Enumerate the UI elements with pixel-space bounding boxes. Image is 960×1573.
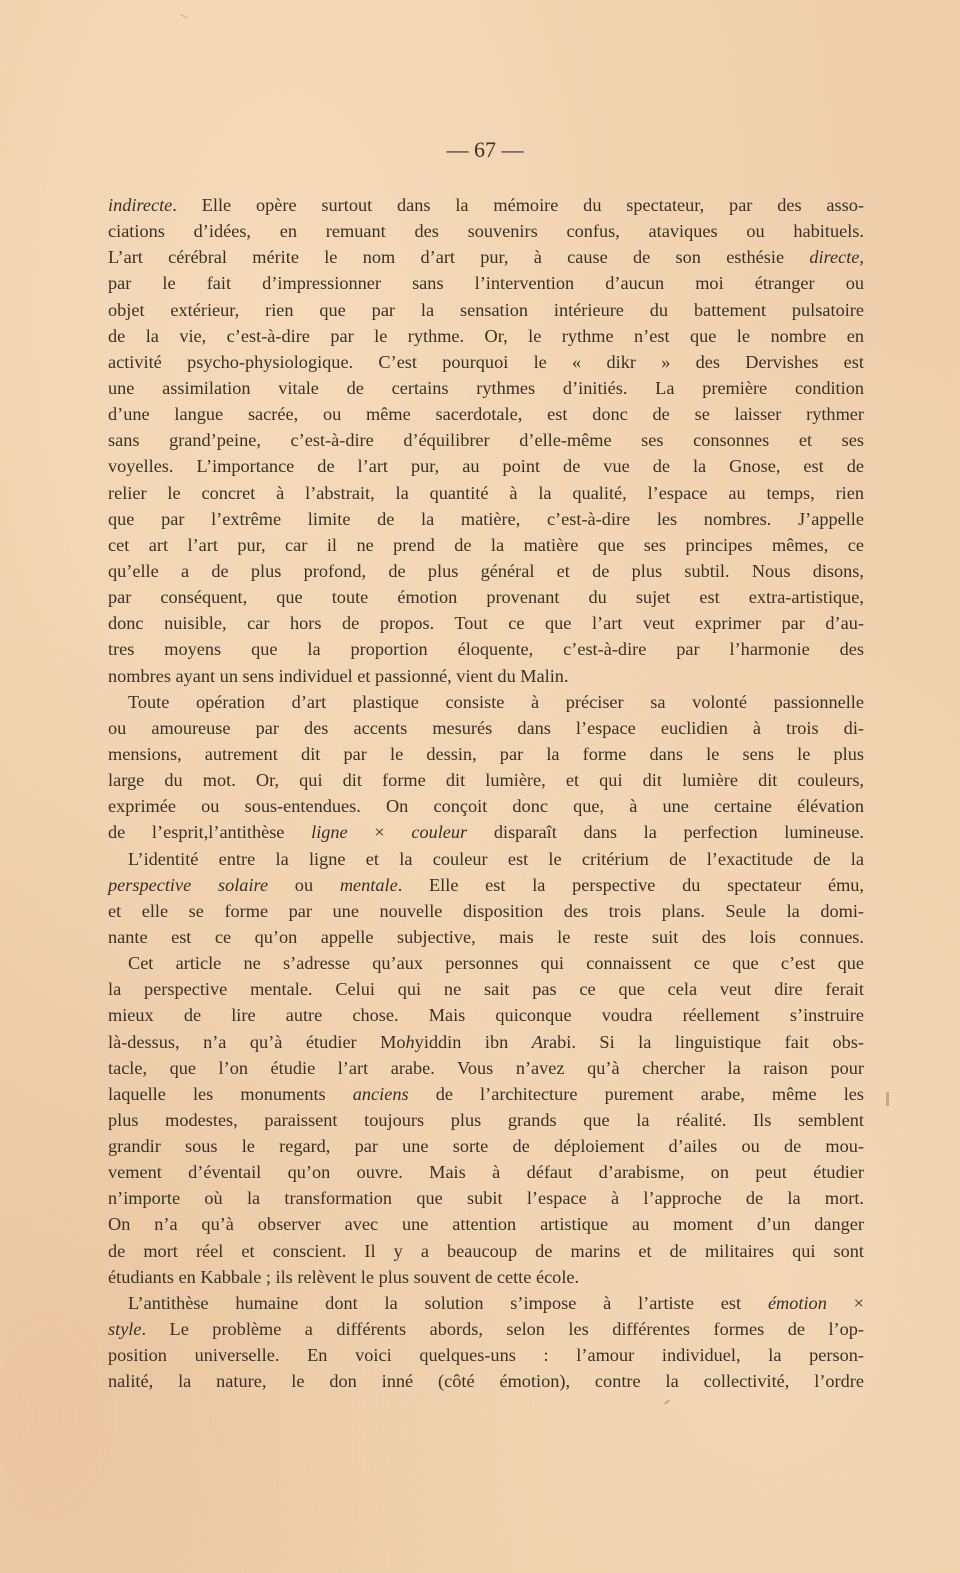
italic-text: A xyxy=(531,1031,543,1052)
text-line xyxy=(108,636,864,662)
text-run: de l’architecture purement arabe, même les xyxy=(408,1083,864,1104)
text-run: nombres ayant un sens individuel et passionné, vient du Malin. xyxy=(108,665,569,686)
text-line xyxy=(108,349,864,375)
text-run: de la vie, c’est-à-dire par le rythme. Or, le rythme n’est que le nombre en xyxy=(108,325,864,346)
text-line xyxy=(108,1368,864,1394)
italic-text: h xyxy=(405,1031,415,1052)
text-line xyxy=(108,297,864,323)
text-run: yiddin ibn xyxy=(414,1031,532,1052)
text-line xyxy=(108,741,864,767)
text-line xyxy=(108,1029,864,1055)
text-run: sans grand’peine, c’est-à-dire d’équilibrer d’elle-même ses consonnes et ses xyxy=(108,430,864,451)
text-line xyxy=(108,480,864,506)
text-run: vement d’éventail qu’on ouvre. Mais à défaut d’arabisme, on peut étudier xyxy=(108,1162,864,1183)
body-text xyxy=(108,192,864,1394)
text-line xyxy=(108,1185,864,1211)
text-run: Toute opération d’art plastique consiste à préciser sa volonté passionnelle xyxy=(128,691,864,712)
text-run: nalité, la nature, le don inné (côté émotion), contre la collectivité, l’ordre xyxy=(108,1371,864,1392)
text-line xyxy=(108,1081,864,1107)
text-run: une assimilation vitale de certains rythmes d’initiés. La première condition xyxy=(108,377,864,398)
text-run: L’antithèse humaine dont la solution s’impose à l’artiste est xyxy=(128,1292,768,1313)
text-line xyxy=(108,427,864,453)
text-run: donc nuisible, car hors de propos. Tout ce que l’art veut exprimer par d’au- xyxy=(108,613,864,634)
text-line xyxy=(108,872,864,898)
text-line xyxy=(108,401,864,427)
text-run: étudiants en Kabbale ; ils relèvent le plus souvent de cette école. xyxy=(108,1266,580,1287)
text-line xyxy=(108,663,864,689)
text-run: mensions, autrement dit par le dessin, par la forme dans le sens le plus xyxy=(108,743,864,764)
text-run: . Elle est la perspective du spectateur ému, xyxy=(397,874,864,895)
text-line xyxy=(108,950,864,976)
page-number: — 67 — xyxy=(446,137,524,162)
text-run: que par l’extrême limite de la matière, c’est-à-dire les nombres. J’appelle xyxy=(108,508,864,529)
text-line xyxy=(108,1159,864,1185)
italic-text: style xyxy=(108,1319,142,1340)
text-run: par le fait d’impressionner sans l’intervention d’aucun moi étranger ou xyxy=(108,273,864,294)
text-run: objet extérieur, rien que par la sensation intérieure du battement pulsatoire xyxy=(108,299,864,320)
text-run: nante est ce qu’on appelle subjective, mais le reste suit des lois connues. xyxy=(108,926,864,947)
text-run: plus modestes, paraissent toujours plus grands que la réalité. Ils semblent xyxy=(108,1109,864,1130)
text-run: de l’esprit,l’antithèse xyxy=(108,822,312,843)
text-run: ciations d’idées, en remuant des souvenirs confus, ataviques ou habituels. xyxy=(108,221,864,242)
text-line xyxy=(108,898,864,924)
text-run: d’une langue sacrée, ou même sacerdotale, est donc de se laisser rythmer xyxy=(108,404,864,425)
italic-text: directe xyxy=(809,247,860,268)
text-run: Cet article ne s’adresse qu’aux personnes qui connaissent ce que c’est que xyxy=(128,953,864,974)
text-run: rabi. Si la linguistique fait obs- xyxy=(542,1031,864,1052)
text-line xyxy=(108,1211,864,1237)
text-line xyxy=(108,793,864,819)
paper-blemish xyxy=(180,14,187,19)
text-line xyxy=(108,192,864,218)
text-line xyxy=(108,558,864,584)
text-run: ou xyxy=(268,874,340,895)
italic-text: mentale xyxy=(339,874,398,895)
text-line xyxy=(108,375,864,401)
text-line xyxy=(108,819,864,845)
text-run: la perspective mentale. Celui qui ne sait pas ce que cela veut dire ferait xyxy=(108,979,864,1000)
text-run: cet art l’art pur, car il ne prend de la matière que ses principes mêmes, ce xyxy=(108,534,864,555)
text-line xyxy=(108,218,864,244)
text-run: ou amoureuse par des accents mesurés dans l’espace euclidien à trois di- xyxy=(108,717,864,738)
text-line xyxy=(108,846,864,872)
text-run: disparaît dans la perfection lumineuse. xyxy=(467,822,864,843)
italic-text: ligne xyxy=(311,822,348,843)
text-run: et elle se forme par une nouvelle disposition des trois plans. Seule la domi- xyxy=(108,900,864,921)
text-run: tres moyens que la proportion éloquente, c’est-à-dire par l’harmonie des xyxy=(108,639,864,660)
text-run: là-dessus, n’a qu’à étudier Mo xyxy=(108,1031,406,1052)
text-line xyxy=(108,506,864,532)
text-line xyxy=(108,1107,864,1133)
text-line xyxy=(108,1342,864,1368)
italic-text: émotion xyxy=(767,1292,827,1313)
text-line xyxy=(108,1133,864,1159)
text-run: L’art cérébral mérite le nom d’art pur, à cause de son esthésie xyxy=(108,247,810,268)
text-run: large du mot. Or, qui dit forme dit lumière, et qui dit lumière dit couleurs, xyxy=(108,770,864,791)
text-line xyxy=(108,453,864,479)
text-run: grandir sous le regard, par une sorte de déploiement d’ailes ou de mou- xyxy=(108,1136,864,1157)
text-line xyxy=(108,1238,864,1264)
text-line xyxy=(108,1264,864,1290)
text-line xyxy=(108,976,864,1002)
italic-text: couleur xyxy=(411,822,468,843)
text-run: relier le concret à l’abstrait, la quantité à la qualité, l’espace au temps, rien xyxy=(108,482,864,503)
text-run: L’identité entre la ligne et la couleur est le critérium de l’exactitude de la xyxy=(128,848,864,869)
text-line xyxy=(108,270,864,296)
text-run: On n’a qu’à observer avec une attention artistique au moment d’un danger xyxy=(108,1214,864,1235)
text-line xyxy=(108,584,864,610)
text-line xyxy=(108,610,864,636)
text-line xyxy=(108,767,864,793)
text-run: exprimée ou sous-entendues. On conçoit donc que, à une certaine élévation xyxy=(108,796,864,817)
text-line xyxy=(108,244,864,270)
text-run: laquelle les monuments xyxy=(108,1083,353,1104)
text-run: par conséquent, que toute émotion provenant du sujet est extra-artistique, xyxy=(108,587,864,608)
text-run: voyelles. L’importance de l’art pur, au point de vue de la Gnose, est de xyxy=(108,456,864,477)
text-line xyxy=(108,532,864,558)
text-line xyxy=(108,1316,864,1342)
text-run: n’importe où la transformation que subit l’espace à l’approche de la mort. xyxy=(108,1188,864,1209)
text-run: . Elle opère surtout dans la mémoire du spectateur, par des asso- xyxy=(172,195,864,215)
text-run: de mort réel et conscient. Il y a beaucoup de marins et de militaires qui sont xyxy=(108,1240,864,1261)
italic-text: anciens xyxy=(352,1083,409,1104)
text-line xyxy=(108,689,864,715)
text-line xyxy=(108,1002,864,1028)
text-line xyxy=(108,924,864,950)
paper-blemish xyxy=(886,1092,889,1106)
text-line xyxy=(108,1055,864,1081)
text-run: activité psycho-physiologique. C’est pourquoi le « dikr » des Dervishes est xyxy=(108,351,864,372)
italic-text: perspective solaire xyxy=(108,874,269,895)
text-run: qu’elle a de plus profond, de plus général et de plus subtil. Nous disons, xyxy=(108,560,864,581)
text-run: position universelle. En voici quelques-uns : l’amour individuel, la person- xyxy=(108,1345,864,1366)
text-line xyxy=(108,1290,864,1316)
text-run: , xyxy=(859,247,864,268)
text-run: × xyxy=(826,1292,864,1313)
text-run: tacle, que l’on étudie l’art arabe. Vous n’avez qu’à chercher la raison pour xyxy=(108,1057,864,1078)
italic-text: indirecte xyxy=(108,195,173,215)
text-run: × xyxy=(347,822,412,843)
text-run: mieux de lire autre chose. Mais quiconque voudra réellement s’instruire xyxy=(108,1005,864,1026)
text-line xyxy=(108,323,864,349)
paper-blemish xyxy=(664,1399,670,1404)
text-line xyxy=(108,715,864,741)
text-run: . Le problème a différents abords, selon les différentes formes de l’op- xyxy=(141,1319,864,1340)
